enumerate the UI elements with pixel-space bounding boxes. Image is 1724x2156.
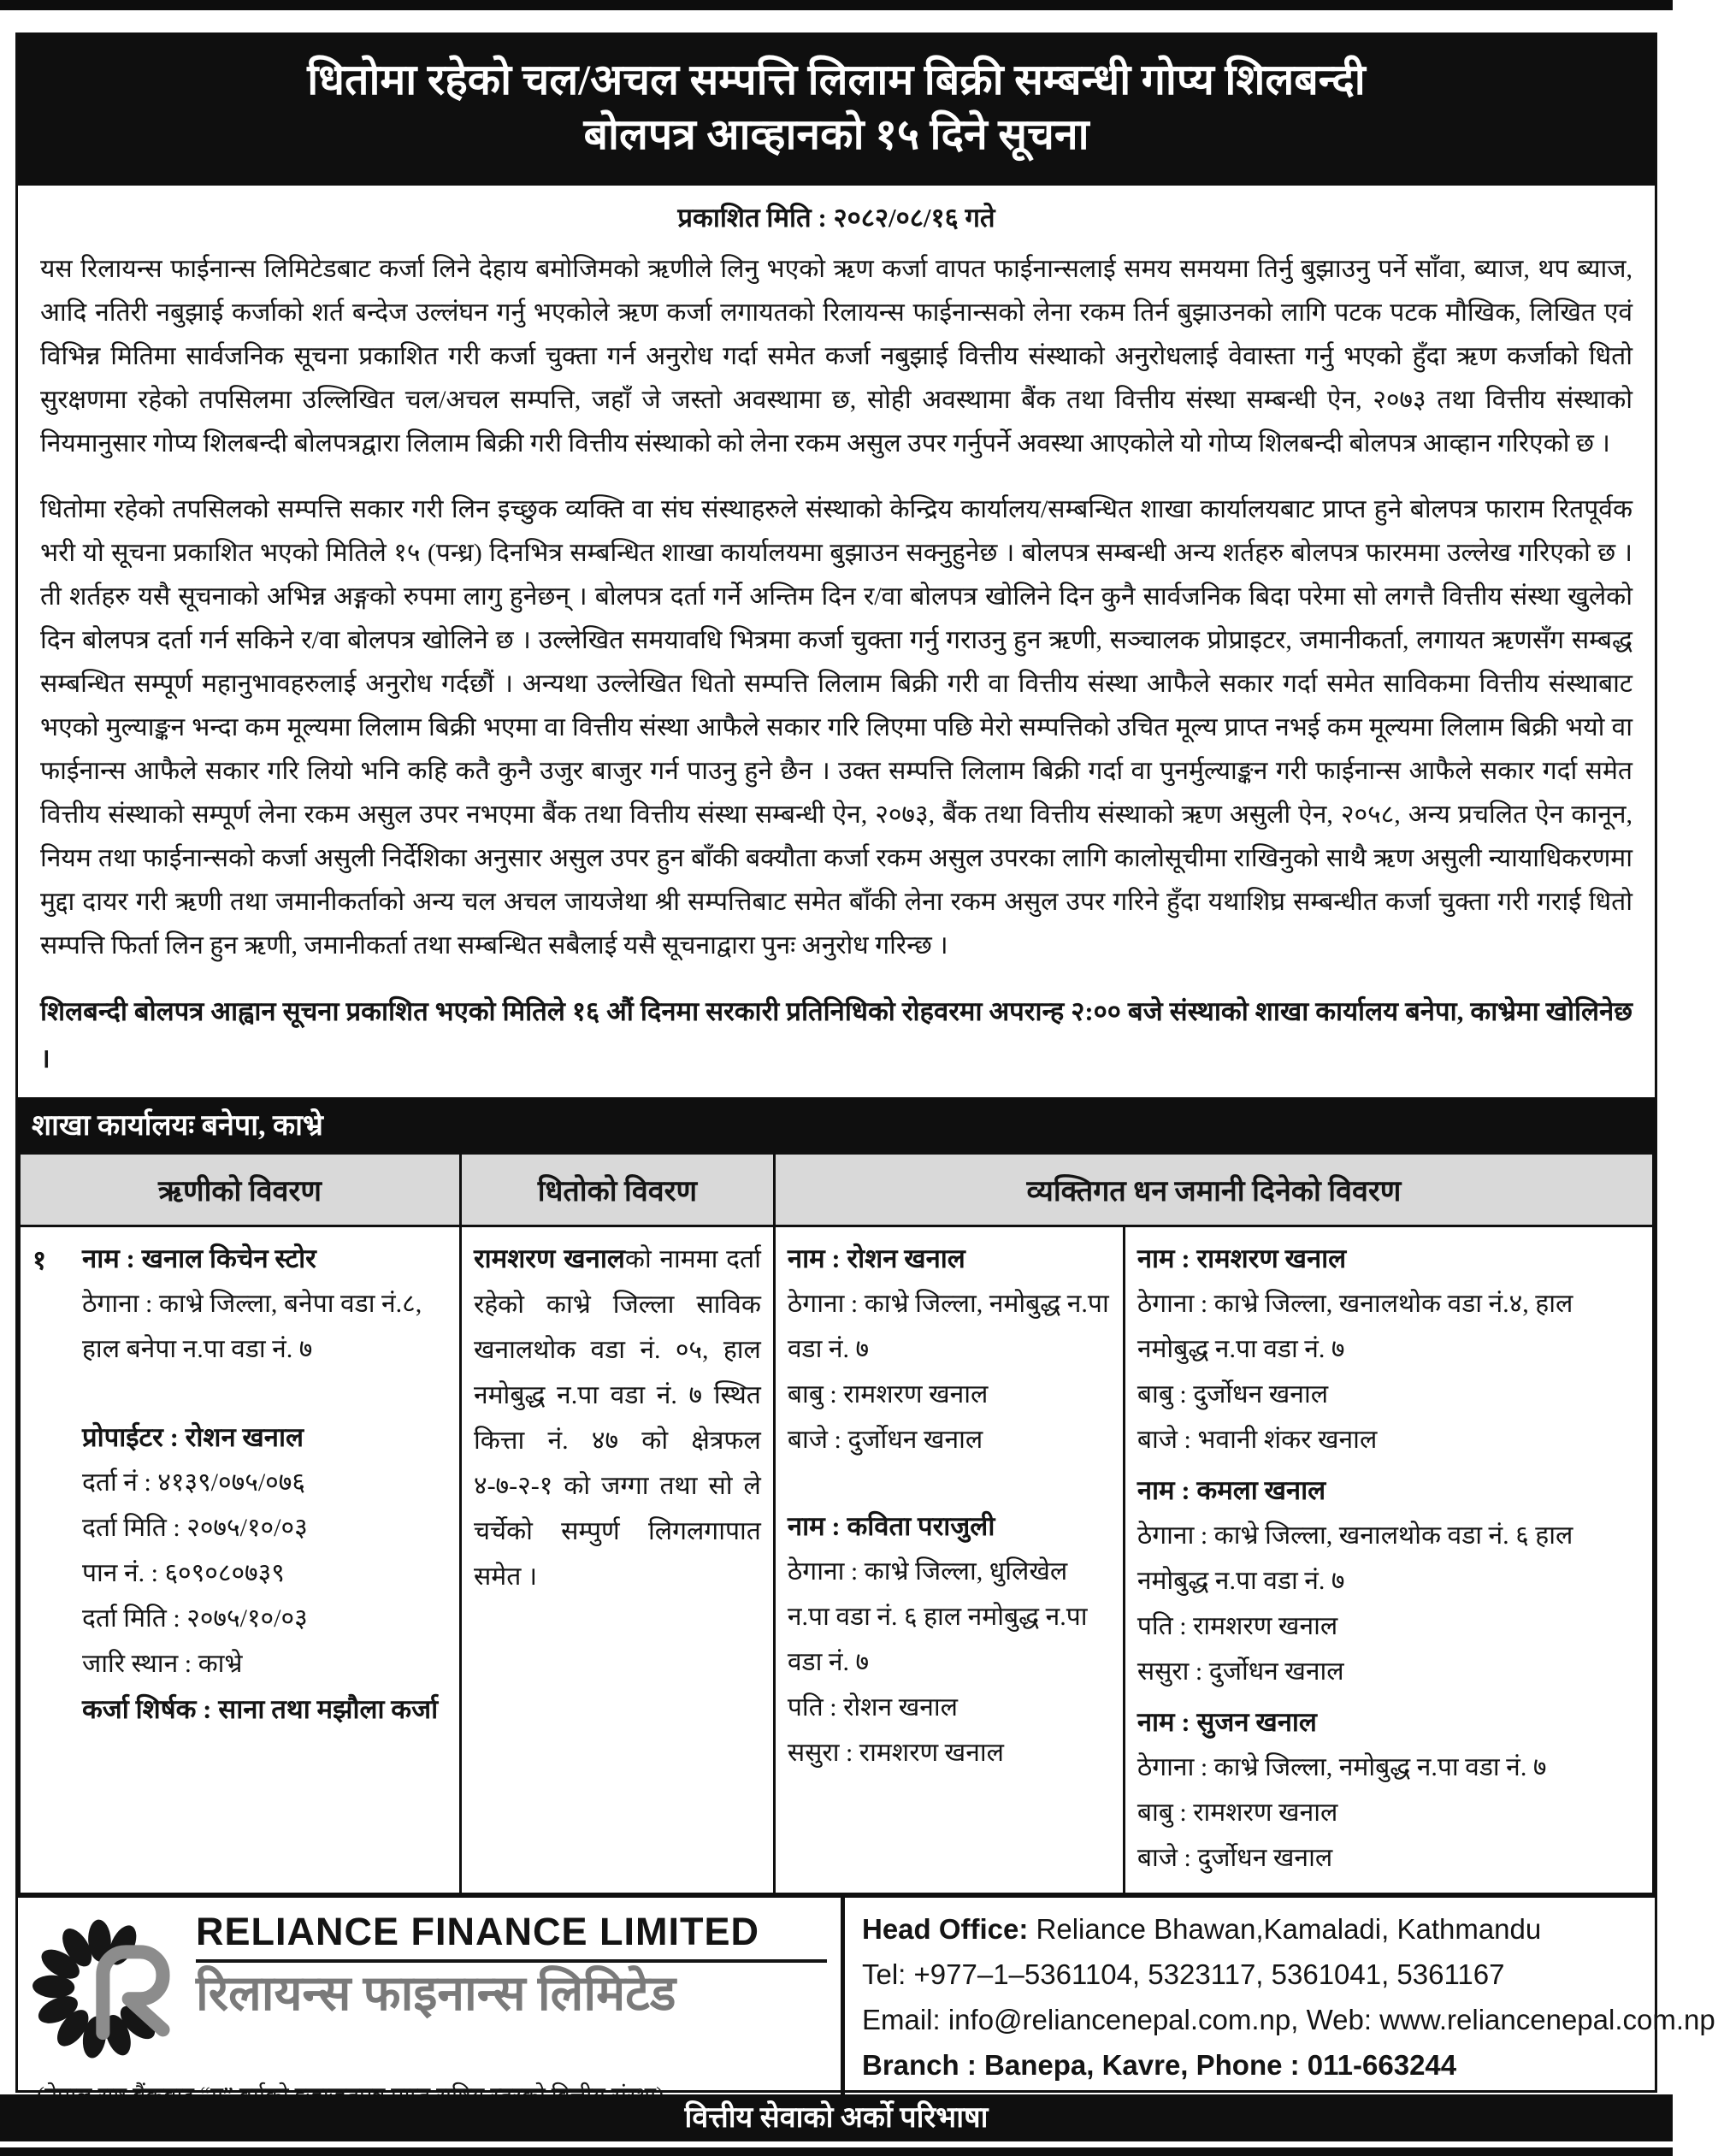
header-collateral: धितोको विवरण [460,1154,774,1226]
guarantor-cell-b [1124,1226,1653,1894]
footer-contact [841,1898,1724,2120]
guarantor-father-in-law: ससुरा : दुर्जोधन खनाल [1137,1657,1344,1686]
guarantor-person [788,1236,1111,1462]
borrower-issue-place: जारि स्थान : काभ्रे [82,1650,243,1678]
branch-office-bar: शाखा कार्यालयः बनेपा, काभ्रे [18,1097,1655,1152]
guarantor-husband: पति : रोशन खनाल [787,1693,959,1722]
borrower-reg-date-2: दर्ता मिति : २०७५/१०/०३ [82,1604,308,1633]
guarantor-cell-a [774,1226,1124,1894]
guarantor-grandfather: बाजे : दुर्जोधन खनाल [787,1426,983,1454]
guarantor-father-in-law: ससुरा : रामशरण खनाल [787,1739,1004,1767]
footer [18,1895,1715,2120]
borrower-reg-date-1: दर्ता मिति : २०७५/१०/०३ [82,1514,308,1542]
guarantor-address: ठेगाना : काभ्रे जिल्ला, नमोबुद्ध न.पा वडा नं. ७ [787,1290,1109,1363]
guarantor-grandfather: बाजे : दुर्जोधन खनाल [1137,1844,1333,1872]
guarantor-name: नाम : रामशरण खनाल [1137,1243,1347,1273]
guarantor-grandfather: बाजे : भवानी शंकर खनाल [1137,1426,1378,1454]
borrower-proprietor: प्रोपाईटर : रोशन खनाल [82,1422,304,1452]
collateral-rest: को नाममा दर्ता रहेको काभ्रे जिल्ला साविक खनालथोक वडा नं. ०५, हाल नमोबुद्ध न.पा वडा नं. ७ स्थित कित्ता नं. ४७ को क्षेत्रफल ४-७-२-१ को जग्गा तथा सो ले चर्चेको सम्पुर्ण लिगलगापात समेत । [473,1245,761,1591]
company-name-np: रिलायन्स फाइनान्स लिमिटेड [196,1967,676,2021]
borrower-address: ठेगाना : काभ्रे जिल्ला, बनेपा वडा नं.८, हाल बनेपा न.पा वडा नं. ७ [82,1290,422,1363]
row-number: १ [32,1245,47,1275]
borrower-reg-no: दर्ता नं : ४१३९/०७५/०७६ [82,1468,305,1497]
reliance-logo-icon [37,1911,180,2070]
borrower-loan-heading: कर्जा शिर्षक : साना तथा मझौला कर्जा [82,1694,439,1724]
header-borrower: ऋणीको विवरण [20,1154,461,1226]
borrower-cell [20,1226,461,1894]
notice-title-banner [18,35,1655,186]
branch-line: Branch : Banepa, Kavre, Phone : 011-663244 [862,2049,1457,2081]
head-office-label: Head Office: [862,1913,1029,1945]
head-office-value: Reliance Bhawan,Kamaladi, Kathmandu [1028,1913,1542,1945]
guarantor-person [1137,1468,1640,1694]
guarantor-person [788,1503,1111,1775]
head-office-line [862,1906,1715,1952]
guarantor-address: ठेगाना : काभ्रे जिल्ला, खनालथोक वडा नं. ६ हाल नमोबुद्ध न.पा वडा नं. ७ [1137,1521,1573,1595]
guarantor-father: बाबु : दुर्जोधन खनाल [1137,1380,1329,1409]
collateral-owner: रामशरण खनाल [473,1243,625,1273]
guarantor-address: ठेगाना : काभ्रे जिल्ला, धुलिखेल न.पा वडा नं. ६ हाल नमोबुद्ध न.पा वडा नं. ७ [787,1557,1088,1676]
guarantor-address: ठेगाना : काभ्रे जिल्ला, नमोबुद्ध न.पा वडा नं. ७ [1137,1753,1547,1781]
top-rule [0,0,1673,10]
header-guarantors: व्यक्तिगत धन जमानी दिनेको विवरण [774,1154,1653,1226]
guarantor-name: नाम : रोशन खनाल [787,1243,965,1273]
notice-title-line-1: धितोमा रहेको चल/अचल सम्पत्ति लिलाम बिक्री सम्बन्धी गोप्य शिलबन्दी [307,56,1366,103]
guarantor-person [1137,1699,1640,1881]
tel-line: Tel: +977–1–5361104, 5323117, 5361041, 5361167 [862,1958,1505,1990]
notice-body [18,239,1655,1094]
published-date: प्रकाशित मिति : २०८२/०८/१६ गते [677,203,995,233]
company-name-en: RELIANCE FINANCE LIMITED [196,1910,827,1963]
guarantor-husband: पति : रामशरण खनाल [1137,1612,1338,1640]
guarantor-person [1137,1236,1640,1462]
auction-table [18,1152,1655,1895]
notice-title-line-2: बोलपत्र आव्हानको १५ दिने सूचना [583,110,1089,158]
guarantor-father: बाबु : रामशरण खनाल [1137,1799,1338,1827]
guarantor-name: नाम : कमला खनाल [1137,1475,1326,1505]
borrower-name: नाम : खनाल किचेन स्टोर [82,1243,316,1273]
collateral-description [474,1236,761,1599]
body-paragraph-1: यस रिलायन्स फाईनान्स लिमिटेडबाट कर्जा लिने देहाय बमोजिमको ऋणीले लिनु भएको ऋण कर्जा वापत फाईनान्सलाई समय समयमा तिर्नु बुझाउनु पर्ने साँवा, ब्याज, थप ब्याज, आदि नतिरी नबुझाई कर्जाको शर्त बन्देज उल्लंघन गर्नु भएकोले ऋण कर्जा लगायतको रिलायन्स फाईनान्सको लेना रकम तिर्न बुझाउनको लागि पटक पटक मौखिक, लिखित एवं विभिन्न मितिमा सार्वजनिक सूचना प्रकाशित गरी कर्जा चुक्ता गर्न अनुरोध गर्दा समेत कर्जा नबुझाई वित्तीय संस्थाको अनुरोधलाई वेवास्ता गर्नु भएको हुँदा ऋण कर्जाको धितो सुरक्षणमा रहेको तपसिलमा उल्लिखित चल/अचल सम्पत्ति, जहाँ जे जस्तो अवस्थामा छ, सोही अवस्थामा बैंक तथा वित्तीय संस्था सम्बन्धी ऐन, २०७३ तथा वित्तीय संस्थाको नियमानुसार गोप्य शिलबन्दी बोलपत्रद्वारा लिलाम बिक्री गरी वित्तीय संस्थाको को लेना रकम असुल उपर गर्नुपर्ने अवस्था आएकोले यो गोप्य शिलबन्दी बोलपत्र आव्हान गरिएको छ । [40,255,1632,458]
tagline-bar: वित्तीय सेवाको अर्को परिभाषा [0,2094,1673,2141]
guarantor-father: बाबु : रामशरण खनाल [787,1380,989,1409]
collateral-cell [460,1226,774,1894]
body-paragraph-3: शिलबन्दी बोलपत्र आह्वान सूचना प्रकाशित भएको मितिले १६ औं दिनमा सरकारी प्रतिनिधिको रोहवरमा अपरान्ह २:०० बजे संस्थाको शाखा कार्यालय बनेपा, काभ्रेमा खोलिनेछ । [40,996,1632,1073]
footer-brand [18,1898,841,2120]
table-row [20,1226,1654,1894]
table-header-row [20,1154,1654,1226]
guarantor-name: नाम : सुजन खनाल [1137,1707,1317,1737]
guarantor-name: नाम : कविता पराजुली [787,1511,995,1541]
guarantor-address: ठेगाना : काभ्रे जिल्ला, खनालथोक वडा नं.४, हाल नमोबुद्ध न.पा वडा नं. ७ [1137,1290,1573,1363]
body-paragraph-2: धितोमा रहेको तपसिलको सम्पत्ति सकार गरी लिन इच्छुक व्यक्ति वा संघ संस्थाहरुले संस्थाको केन्द्रिय कार्यालय/सम्बन्धित शाखा कार्यालयबाट प्राप्त हुने बोलपत्र फाराम रितपूर्वक भरी यो सूचना प्रकाशित भएको मितिले १५ (पन्ध्र) दिनभित्र सम्बन्धित शाखा कार्यालयमा बुझाउन सक्नुहुनेछ । बोलपत्र सम्बन्धी अन्य शर्तहरु बोलपत्र फारममा उल्लेख गरिएको छ । ती शर्तहरु यसै सूचनाको अभिन्न अङ्गको रुपमा लागु हुनेछन् । बोलपत्र दर्ता गर्ने अन्तिम दिन र/वा बोलपत्र खोलिने दिन कुनै सार्वजनिक बिदा परेमा सो लगत्तै वित्तीय संस्था खुलेको दिन बोलपत्र दर्ता गर्न सकिने र/वा बोलपत्र खोलिने छ । उल्लेखित समयावधि भित्रमा कर्जा चुक्ता गर्नु गराउनु हुन ऋणी, सञ्चालक प्रोप्राइटर, जमानीकर्ता, लगायत ऋणसँग सम्बद्ध सम्बन्धित सम्पूर्ण महानुभावहरुलाई अनुरोध गर्दछौं । अन्यथा उल्लेखित धितो सम्पत्ति लिलाम बिक्री गरी वा वित्तीय संस्था आफैले सकार गर्दा समेत साविकमा वित्तीय संस्थाबाट भएको मुल्याङ्कन भन्दा कम मूल्यमा लिलाम बिक्री भएमा वा वित्तीय संस्था आफैले सकार गरि लिएमा पछि मेरो सम्पत्तिको उचित मूल्य प्राप्त नभई कम मूल्यमा लिलाम बिक्री भयो वा फाईनान्स आफैले सकार गरि लियो भनि कहि कतै कुनै उजुर बाजुर गर्न पाउनु हुने छैन । उक्त सम्पत्ति लिलाम बिक्री गर्दा वा पुनर्मुल्याङ्कन गरी फाईनान्स आफैले सकार गर्दा समेत वित्तीय संस्थाको सम्पूर्ण लेना रकम असुल उपर नभएमा बैंक तथा वित्तीय संस्था सम्बन्धी ऐन, २०७३, बैंक तथा वित्तीय संस्थाको ऋण असुली ऐन, २०५८, अन्य प्रचलित ऐन कानून, नियम तथा फाईनान्सको कर्जा असुली निर्देशिका अनुसार असुल उपर हुन बाँकी बक्यौता कर्जा रकम असुल उपरका लागि कालोसूचीमा राखिनुको साथै ऋण असुली न्यायाधिकरणमा मुद्दा दायर गरी ऋणी तथा जमानीकर्ताको अन्य चल अचल जायजेथा श्री सम्पत्तिबाट समेत बाँकी लेना रकम असुल उपर गरिने हुँदा यथाशिघ्र सम्बन्धीत कर्जा चुक्ता गरी गराई धितो सम्पत्ति फिर्ता लिन हुन ऋणी, जमानीकर्ता तथा सम्बन्धित सबैलाई यसै सूचनाद्वारा पुनः अनुरोध गरिन्छ । [40,495,1632,960]
borrower-pan-no: पान नं. : ६०९०८०७३९ [82,1559,285,1587]
notice-box [15,32,1715,2093]
email-web-line: Email: info@reliancenepal.com.np, Web: www.reliancenepal.com.np [862,2004,1715,2035]
bottom-rule [0,2147,1673,2156]
